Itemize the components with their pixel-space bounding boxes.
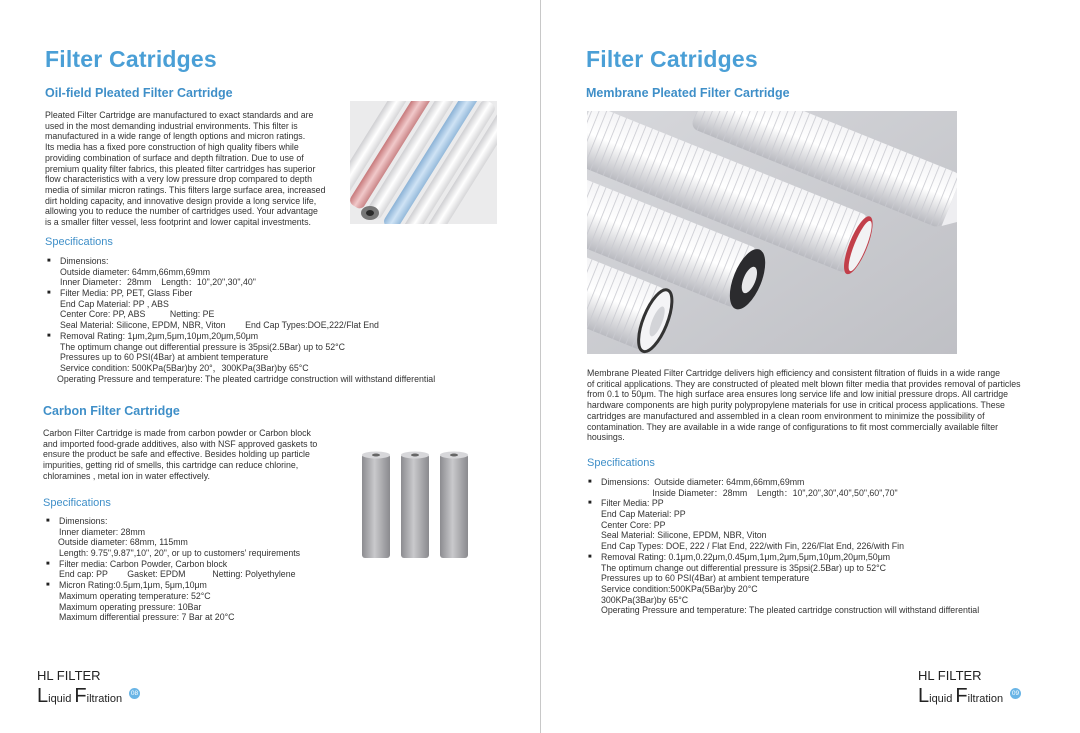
brand-name: HL FILTER	[37, 668, 101, 683]
spec-line: The optimum change out differential pressure is 35psi(2.5Bar) up to 52°C	[601, 562, 887, 573]
page-number-badge: 08	[130, 690, 139, 697]
spec-line: Pressures up to 60 PSI(4Bar) at ambient temperature	[60, 352, 269, 363]
spec-line: Pressures up to 60 PSI(4Bar) at ambient temperature	[601, 573, 810, 584]
membrane-cartridge-photo	[587, 111, 957, 354]
bullet-icon: ■	[588, 553, 592, 560]
membrane-spec-list	[588, 477, 1058, 616]
spec-line: Inside Diameter：28mm Length：10",20",30",40",50",60",70"	[601, 487, 898, 498]
carbon-spec-heading: Specifications	[43, 497, 111, 509]
oil-field-description: Pleated Filter Cartridge are manufactured to exact standards and are used in the most demanding industrial environments. This filter is manufactured in a wide range of length options and micron ratings. Its media has a fixed pore construction of high quality fibers while providing combination of surface and depth filtration. Due to use of premium quality filter fabrics, this pleated filter cartridges has superior flow characteristics with a very low pressure drop compared to depth media of similar micron ratings. This filters large surface area, increased dirt holding capacity, and innovative design provide a long service life, allowing you to reduce the number of cartridges used. Your advantage is a smaller filter vessel, less footprint and lower capital investments.	[45, 110, 326, 228]
spec-line: Length: 9.75",9.87",10", 20", or up to customers' requirements	[59, 548, 301, 559]
spec-line: 300KPa(3Bar)by 65°C	[601, 594, 689, 605]
oil-field-cartridge-photo	[350, 101, 497, 224]
bullet-icon: ■	[588, 500, 592, 507]
carbon-heading: Carbon Filter Cartridge	[43, 404, 180, 418]
spec-line: End Cap Types: DOE, 222 / Flat End, 222/with Fin, 226/Flat End, 226/with Fin	[601, 541, 905, 552]
page-title: Filter Catridges	[45, 46, 217, 72]
carbon-cartridge-photo	[358, 450, 483, 560]
spec-line: Operating Pressure and temperature: The pleated cartridge construction will withstand differential	[601, 605, 980, 616]
oil-field-spec-list	[47, 256, 487, 384]
bullet-icon: ■	[47, 290, 51, 297]
bullet-icon: ■	[46, 518, 50, 524]
spec-line: End Cap Material: PP , ABS	[60, 298, 169, 309]
spec-line: ■ Filter Media: PP	[588, 498, 664, 509]
spec-line: ■ Dimensions:	[46, 516, 108, 526]
spec-line: ■ Removal Rating: 0.1μm,0.22μm,0.45μm,1μm,2μm,5μm,10μm,20μm,50μm	[588, 551, 891, 562]
carbon-description: Carbon Filter Cartridge is made from carbon powder or Carbon block and imported food-grade additives, also with NSF approved gaskets to ensure the product be safe and effective. Besides holding up particle impurities, getting rid of smells, this cartridge can reduce chlorine, chloramines , metal ion in water effectively.	[43, 428, 318, 481]
membrane-description: Membrane Pleated Filter Cartridge delivers high efficiency and consistent filtration of fluids in a wide range of critical applications. They are constructed of pleated melt blown filter media that provides removal of particles from 0.1 to 50μm. The high surface area ensures long service life and low initial pressure drops. All cartridge hardware components are high purity polypropylene materials for use in critical process applications. These cartridges are manufactured and assembled in a clean room environment to minimize the possibility of contamination. They are available in a wide range of configurations to fit most commercially available filter housings.	[587, 368, 1021, 443]
brand-tagline: Liquid Filtration	[37, 685, 123, 707]
brand-tagline: Liquid Filtration	[918, 685, 1004, 707]
bullet-icon: ■	[588, 479, 592, 485]
spec-line: End cap: PP Gasket: EPDM Netting: Polyethylene	[59, 569, 296, 580]
bullet-icon: ■	[47, 258, 51, 264]
spec-line: Center Core: PP	[601, 519, 666, 530]
page-title: Filter Catridges	[586, 46, 758, 72]
right-page	[541, 0, 1080, 733]
spec-line: Inner diameter: 28mm	[59, 526, 146, 537]
spec-line: Inner Diameter：28mm Length：10",20",30",40"	[60, 277, 256, 288]
page-number-badge: 09	[1011, 690, 1020, 697]
spec-line: The optimum change out differential pressure is 35psi(2.5Bar) up to 52°C	[60, 341, 346, 352]
membrane-spec-heading: Specifications	[587, 457, 655, 469]
brand-name: HL FILTER	[918, 668, 982, 683]
spec-line: ■ Dimensions:	[47, 256, 109, 266]
spec-line: ■ Dimensions: Outside diameter: 64mm,66mm,69mm	[588, 477, 805, 487]
spec-line: ■ Removal Rating: 1μm,2μm,5μm,10μm,20μm,50μm	[47, 330, 259, 341]
spec-line: ■ Filter media: Carbon Powder, Carbon block	[46, 558, 228, 569]
spec-line: Maximum differential pressure: 7 Bar at 20°C	[59, 612, 235, 623]
bullet-icon: ■	[47, 332, 51, 339]
spec-line: Outside diameter: 64mm,66mm,69mm	[60, 266, 211, 277]
bullet-icon: ■	[46, 560, 50, 567]
spec-line: End Cap Material: PP	[601, 509, 686, 520]
spec-line: ■ Filter Media: PP, PET, Glass Fiber	[47, 288, 193, 299]
membrane-heading: Membrane Pleated Filter Cartridge	[586, 86, 790, 100]
spec-line: Seal Material: Silicone, EPDM, NBR, Viton End Cap Types:DOE,222/Flat End	[60, 320, 379, 331]
spec-line: Operating Pressure and temperature: The pleated cartridge construction will withstand differential	[57, 373, 436, 384]
spec-line: Service condition:500KPa(5Bar)by 20°C	[601, 583, 758, 594]
carbon-spec-list	[46, 516, 346, 623]
spec-line: Center Core: PP, ABS Netting: PE	[60, 309, 215, 320]
spec-line: Service condition: 500KPa(5Bar)by 20°，300KPa(3Bar)by 65°C	[60, 362, 309, 373]
spec-line: Maximum operating pressure: 10Bar	[59, 601, 202, 612]
spec-line: ■ Micron Rating:0.5μm,1μm, 5μm,10μm	[46, 580, 207, 591]
oil-field-heading: Oil-field Pleated Filter Cartridge	[45, 86, 233, 100]
spec-line: Seal Material: Silicone, EPDM, NBR, Viton	[601, 530, 767, 541]
oil-field-spec-heading: Specifications	[45, 236, 113, 248]
spec-line: Outside diameter: 68mm, 115mm	[58, 537, 188, 548]
spec-line: Maximum operating temperature: 52°C	[59, 590, 211, 601]
bullet-icon: ■	[46, 582, 50, 589]
